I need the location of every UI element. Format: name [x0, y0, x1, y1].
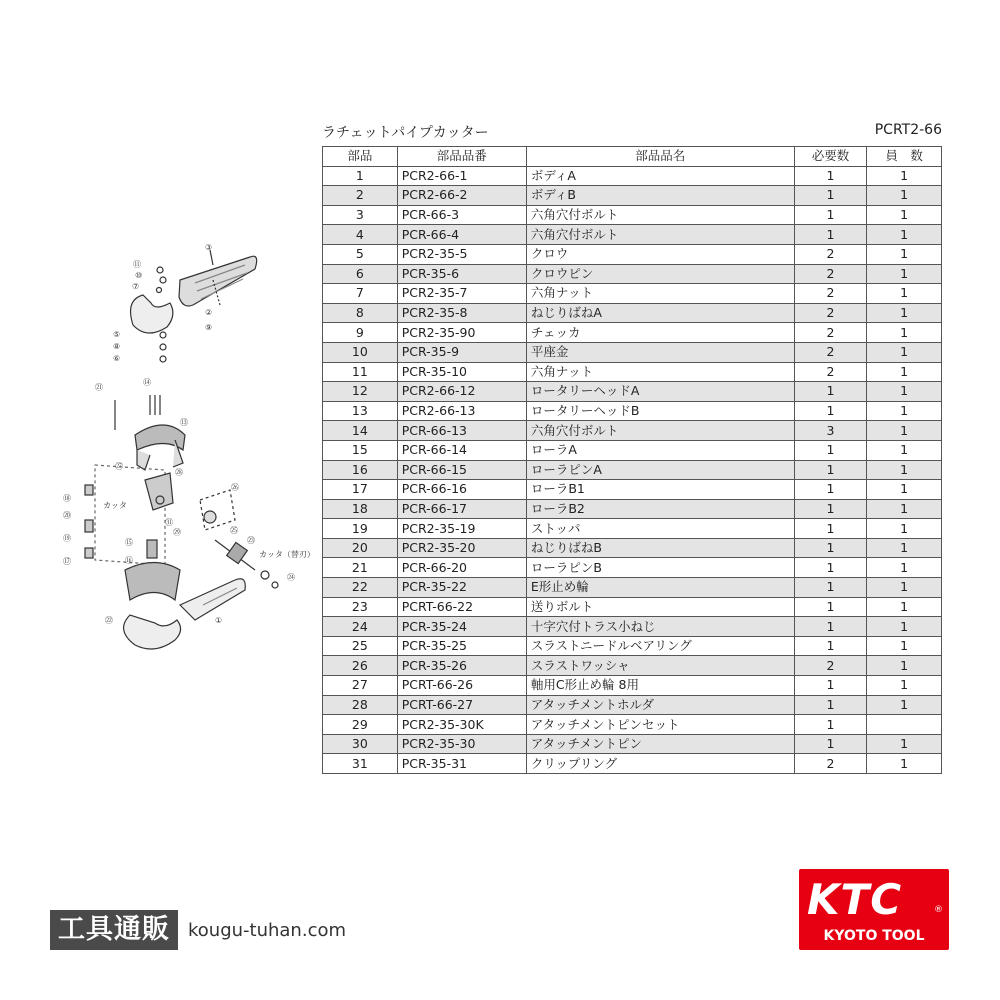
cell-unit-qty: 1: [867, 421, 942, 441]
table-row: [323, 460, 942, 480]
callout-17: ⑰: [63, 557, 71, 566]
cell-required-qty: 1: [794, 676, 867, 696]
table-row: [323, 715, 942, 735]
cell-required-qty: 2: [794, 264, 867, 284]
cell-part-no: 31: [323, 754, 398, 774]
cell-required-qty: 1: [794, 186, 867, 206]
cell-unit-qty: 1: [867, 303, 942, 323]
cell-unit-qty: 1: [867, 636, 942, 656]
cell-required-qty: 2: [794, 303, 867, 323]
cell-part-name: ローラピンA: [526, 460, 794, 480]
table-row: [323, 734, 942, 754]
cell-part-code: PCRT-66-26: [397, 676, 526, 696]
header-part-code: 部品品番: [397, 147, 526, 167]
callout-1: ①: [215, 616, 223, 625]
cell-part-no: 16: [323, 460, 398, 480]
cell-part-no: 28: [323, 695, 398, 715]
cell-required-qty: 2: [794, 754, 867, 774]
exploded-diagram: [55, 235, 315, 665]
cell-required-qty: 1: [794, 480, 867, 500]
cell-unit-qty: 1: [867, 656, 942, 676]
cell-part-name: ローラB1: [526, 480, 794, 500]
cell-required-qty: 1: [794, 734, 867, 754]
cell-part-name: 六角穴付ボルト: [526, 205, 794, 225]
cell-part-name: 送りボルト: [526, 597, 794, 617]
cell-part-no: 4: [323, 225, 398, 245]
cell-part-name: クリップリング: [526, 754, 794, 774]
cell-part-name: E形止め輪: [526, 578, 794, 598]
callout-20: ⑳: [63, 511, 71, 520]
cell-part-no: 6: [323, 264, 398, 284]
cell-unit-qty: 1: [867, 499, 942, 519]
cell-required-qty: 1: [794, 538, 867, 558]
callout-25: ㉕: [230, 526, 238, 535]
cell-unit-qty: 1: [867, 382, 942, 402]
cell-required-qty: 1: [794, 401, 867, 421]
cell-part-code: PCR2-35-7: [397, 284, 526, 304]
cell-part-name: 六角ナット: [526, 284, 794, 304]
header-part-name: 部品品名: [526, 147, 794, 167]
shop-logo: 工具通販: [50, 910, 178, 950]
cell-unit-qty: 1: [867, 362, 942, 382]
cell-unit-qty: 1: [867, 480, 942, 500]
cell-part-no: 1: [323, 166, 398, 186]
cell-part-name: ねじりばねA: [526, 303, 794, 323]
cell-part-no: 25: [323, 636, 398, 656]
callout-14: ⑭: [143, 378, 151, 387]
cell-part-no: 13: [323, 401, 398, 421]
cell-part-no: 27: [323, 676, 398, 696]
table-row: [323, 323, 942, 343]
cell-part-name: ねじりばねB: [526, 538, 794, 558]
callout-22: ㉒: [105, 616, 113, 625]
cell-part-name: スラストワッシャ: [526, 656, 794, 676]
cell-part-no: 18: [323, 499, 398, 519]
cell-part-code: PCR-35-25: [397, 636, 526, 656]
cell-required-qty: 1: [794, 225, 867, 245]
ktc-subtitle: KYOTO TOOL: [823, 928, 925, 944]
callout-9: ⑨: [205, 323, 213, 332]
cell-part-code: PCR-66-16: [397, 480, 526, 500]
table-row: [323, 636, 942, 656]
cell-unit-qty: 1: [867, 460, 942, 480]
callout-29: ㉙: [173, 528, 181, 537]
parts-list-title: ラチェットパイプカッター: [322, 125, 489, 141]
cell-part-name: ロータリーヘッドB: [526, 401, 794, 421]
cell-part-no: 8: [323, 303, 398, 323]
cell-part-code: PCR-35-10: [397, 362, 526, 382]
cell-part-code: PCR2-66-13: [397, 401, 526, 421]
table-row: [323, 440, 942, 460]
cell-part-no: 20: [323, 538, 398, 558]
callout-13: ⑬: [180, 418, 188, 427]
cell-unit-qty: 1: [867, 401, 942, 421]
cell-required-qty: 1: [794, 617, 867, 637]
cell-required-qty: 2: [794, 284, 867, 304]
cell-required-qty: 3: [794, 421, 867, 441]
cell-unit-qty: 1: [867, 440, 942, 460]
table-row: [323, 342, 942, 362]
cell-part-name: アタッチメントピン: [526, 734, 794, 754]
table-row: [323, 186, 942, 206]
callout-19: ⑲: [63, 534, 71, 543]
cell-part-name: 平座金: [526, 342, 794, 362]
cell-part-name: チェッカ: [526, 323, 794, 343]
cell-unit-qty: 1: [867, 617, 942, 637]
cell-part-code: PCR-35-22: [397, 578, 526, 598]
table-row: [323, 303, 942, 323]
table-row: [323, 578, 942, 598]
cell-part-name: 六角穴付ボルト: [526, 421, 794, 441]
callout-31: ㉛: [165, 518, 173, 527]
table-row: [323, 499, 942, 519]
table-row: [323, 205, 942, 225]
cell-unit-qty: [867, 715, 942, 735]
cell-part-code: PCR2-66-2: [397, 186, 526, 206]
cell-part-code: PCR2-35-90: [397, 323, 526, 343]
cell-part-code: PCR-35-24: [397, 617, 526, 637]
cell-part-no: 24: [323, 617, 398, 637]
cell-part-code: PCR2-66-1: [397, 166, 526, 186]
cell-part-code: PCRT-66-22: [397, 597, 526, 617]
ktc-registered-mark: ®: [934, 905, 943, 915]
callout-6: ⑥: [113, 354, 121, 363]
callout-28: ㉘: [175, 468, 183, 477]
cell-required-qty: 2: [794, 342, 867, 362]
body-a-part: [180, 579, 245, 620]
cell-part-name: ローラB2: [526, 499, 794, 519]
cell-unit-qty: 1: [867, 754, 942, 774]
cell-part-code: PCR2-35-20: [397, 538, 526, 558]
cell-part-no: 14: [323, 421, 398, 441]
shop-brand: [50, 910, 346, 950]
callout-21: ㉑: [95, 383, 103, 392]
cell-required-qty: 1: [794, 205, 867, 225]
cell-unit-qty: 1: [867, 519, 942, 539]
callout-5: ⑤: [113, 330, 121, 339]
cell-required-qty: 1: [794, 499, 867, 519]
cell-unit-qty: 1: [867, 676, 942, 696]
table-header-row: [323, 147, 942, 167]
cell-part-code: PCR2-35-5: [397, 244, 526, 264]
cell-part-name: アタッチメントピンセット: [526, 715, 794, 735]
cell-part-no: 2: [323, 186, 398, 206]
cell-required-qty: 1: [794, 578, 867, 598]
cell-part-name: クロウ: [526, 244, 794, 264]
cell-unit-qty: 1: [867, 734, 942, 754]
cell-part-no: 30: [323, 734, 398, 754]
cell-part-name: ロータリーヘッドA: [526, 382, 794, 402]
callout-11: ⑪: [133, 260, 141, 269]
cell-unit-qty: 1: [867, 695, 942, 715]
table-row: [323, 284, 942, 304]
cell-part-code: PCR-66-14: [397, 440, 526, 460]
cell-required-qty: 1: [794, 166, 867, 186]
cell-part-name: ボディA: [526, 166, 794, 186]
cell-part-no: 12: [323, 382, 398, 402]
ktc-mark: KTC: [807, 875, 903, 924]
cell-unit-qty: 1: [867, 186, 942, 206]
cell-part-code: PCR-66-17: [397, 499, 526, 519]
cell-part-no: 19: [323, 519, 398, 539]
cell-unit-qty: 1: [867, 597, 942, 617]
table-row: [323, 617, 942, 637]
cell-unit-qty: 1: [867, 558, 942, 578]
cell-part-code: PCR-35-31: [397, 754, 526, 774]
cell-part-no: 26: [323, 656, 398, 676]
cell-part-name: 十字穴付トラス小ねじ: [526, 617, 794, 637]
header-unit-qty: 員 数: [867, 147, 942, 167]
header-part-no: 部品: [323, 147, 398, 167]
cell-required-qty: 2: [794, 323, 867, 343]
cell-part-no: 15: [323, 440, 398, 460]
cell-unit-qty: 1: [867, 166, 942, 186]
cell-part-name: 軸用C形止め輪 8用: [526, 676, 794, 696]
cell-required-qty: 1: [794, 460, 867, 480]
cell-part-code: PCRT-66-27: [397, 695, 526, 715]
callout-27: ㉗: [115, 462, 123, 471]
cell-part-no: 9: [323, 323, 398, 343]
callout-8: ⑧: [113, 342, 121, 351]
table-row: [323, 519, 942, 539]
cell-unit-qty: 1: [867, 538, 942, 558]
cell-unit-qty: 1: [867, 578, 942, 598]
table-row: [323, 480, 942, 500]
cell-part-code: PCR2-35-30: [397, 734, 526, 754]
cell-part-no: 29: [323, 715, 398, 735]
table-row: [323, 676, 942, 696]
cell-required-qty: 1: [794, 636, 867, 656]
cell-part-name: ローラA: [526, 440, 794, 460]
cutter-label: カッタ: [103, 501, 127, 510]
table-row: [323, 264, 942, 284]
cell-required-qty: 2: [794, 362, 867, 382]
callout-3: ③: [205, 243, 213, 252]
callout-15: ⑮: [125, 538, 133, 547]
table-row: [323, 538, 942, 558]
rotary-head-b-part: [125, 563, 180, 601]
cell-part-name: ストッパ: [526, 519, 794, 539]
cell-required-qty: 2: [794, 244, 867, 264]
table-row: [323, 382, 942, 402]
cell-part-code: PCR-66-15: [397, 460, 526, 480]
ktc-logo: [799, 869, 949, 950]
cell-part-code: PCR2-35-30K: [397, 715, 526, 735]
header-required-qty: 必要数: [794, 147, 867, 167]
cell-part-no: 3: [323, 205, 398, 225]
table-body: [323, 166, 942, 773]
table-row: [323, 401, 942, 421]
cell-required-qty: 1: [794, 519, 867, 539]
table-row: [323, 244, 942, 264]
table-row: [323, 166, 942, 186]
cell-required-qty: 1: [794, 695, 867, 715]
cell-part-no: 21: [323, 558, 398, 578]
cell-part-name: 六角穴付ボルト: [526, 225, 794, 245]
cell-unit-qty: 1: [867, 244, 942, 264]
cell-part-name: 六角ナット: [526, 362, 794, 382]
cell-required-qty: 1: [794, 382, 867, 402]
cell-unit-qty: 1: [867, 323, 942, 343]
table-row: [323, 656, 942, 676]
cell-part-code: PCR-66-20: [397, 558, 526, 578]
table-row: [323, 362, 942, 382]
cell-part-no: 11: [323, 362, 398, 382]
cell-required-qty: 1: [794, 597, 867, 617]
bottom-jaw-part: [124, 615, 181, 649]
cell-part-no: 5: [323, 244, 398, 264]
parts-table: [322, 146, 942, 774]
cell-part-code: PCR-66-3: [397, 205, 526, 225]
callout-26: ㉖: [231, 483, 239, 492]
cell-part-no: 22: [323, 578, 398, 598]
cell-required-qty: 1: [794, 558, 867, 578]
cell-required-qty: 1: [794, 715, 867, 735]
cell-part-code: PCR-35-6: [397, 264, 526, 284]
cell-part-code: PCR-66-13: [397, 421, 526, 441]
cell-part-no: 23: [323, 597, 398, 617]
cell-part-name: ローラピンB: [526, 558, 794, 578]
table-row: [323, 558, 942, 578]
table-row: [323, 597, 942, 617]
cell-part-code: PCR-35-26: [397, 656, 526, 676]
cell-part-name: クロウピン: [526, 264, 794, 284]
callout-7: ⑦: [132, 282, 140, 291]
table-row: [323, 421, 942, 441]
cell-part-code: PCR-66-4: [397, 225, 526, 245]
cell-required-qty: 1: [794, 440, 867, 460]
callout-24: ㉔: [287, 573, 295, 582]
cell-unit-qty: 1: [867, 225, 942, 245]
table-row: [323, 754, 942, 774]
model-number: PCRT2-66: [874, 122, 942, 138]
cell-unit-qty: 1: [867, 342, 942, 362]
cell-part-name: ボディB: [526, 186, 794, 206]
cell-part-name: アタッチメントホルダ: [526, 695, 794, 715]
cell-part-no: 7: [323, 284, 398, 304]
top-jaw-part: [131, 295, 173, 333]
callout-18: ⑱: [63, 494, 71, 503]
cell-part-code: PCR2-35-19: [397, 519, 526, 539]
cell-part-code: PCR2-66-12: [397, 382, 526, 402]
callout-2: ②: [205, 308, 213, 317]
cutter-blade-label: カッタ（替刃）: [259, 550, 315, 559]
cell-part-no: 17: [323, 480, 398, 500]
cell-part-code: PCR-35-9: [397, 342, 526, 362]
callout-23: ㉓: [247, 536, 255, 545]
body-b-part: [179, 256, 257, 306]
cell-part-code: PCR2-35-8: [397, 303, 526, 323]
callout-10: ⑩: [135, 271, 143, 280]
cell-unit-qty: 1: [867, 205, 942, 225]
shop-domain: kougu-tuhan.com: [188, 919, 347, 941]
table-row: [323, 225, 942, 245]
cell-required-qty: 2: [794, 656, 867, 676]
cell-unit-qty: 1: [867, 284, 942, 304]
table-row: [323, 695, 942, 715]
cell-part-no: 10: [323, 342, 398, 362]
callout-16: ⑯: [125, 556, 133, 565]
cell-unit-qty: 1: [867, 264, 942, 284]
cell-part-name: スラストニードルベアリング: [526, 636, 794, 656]
